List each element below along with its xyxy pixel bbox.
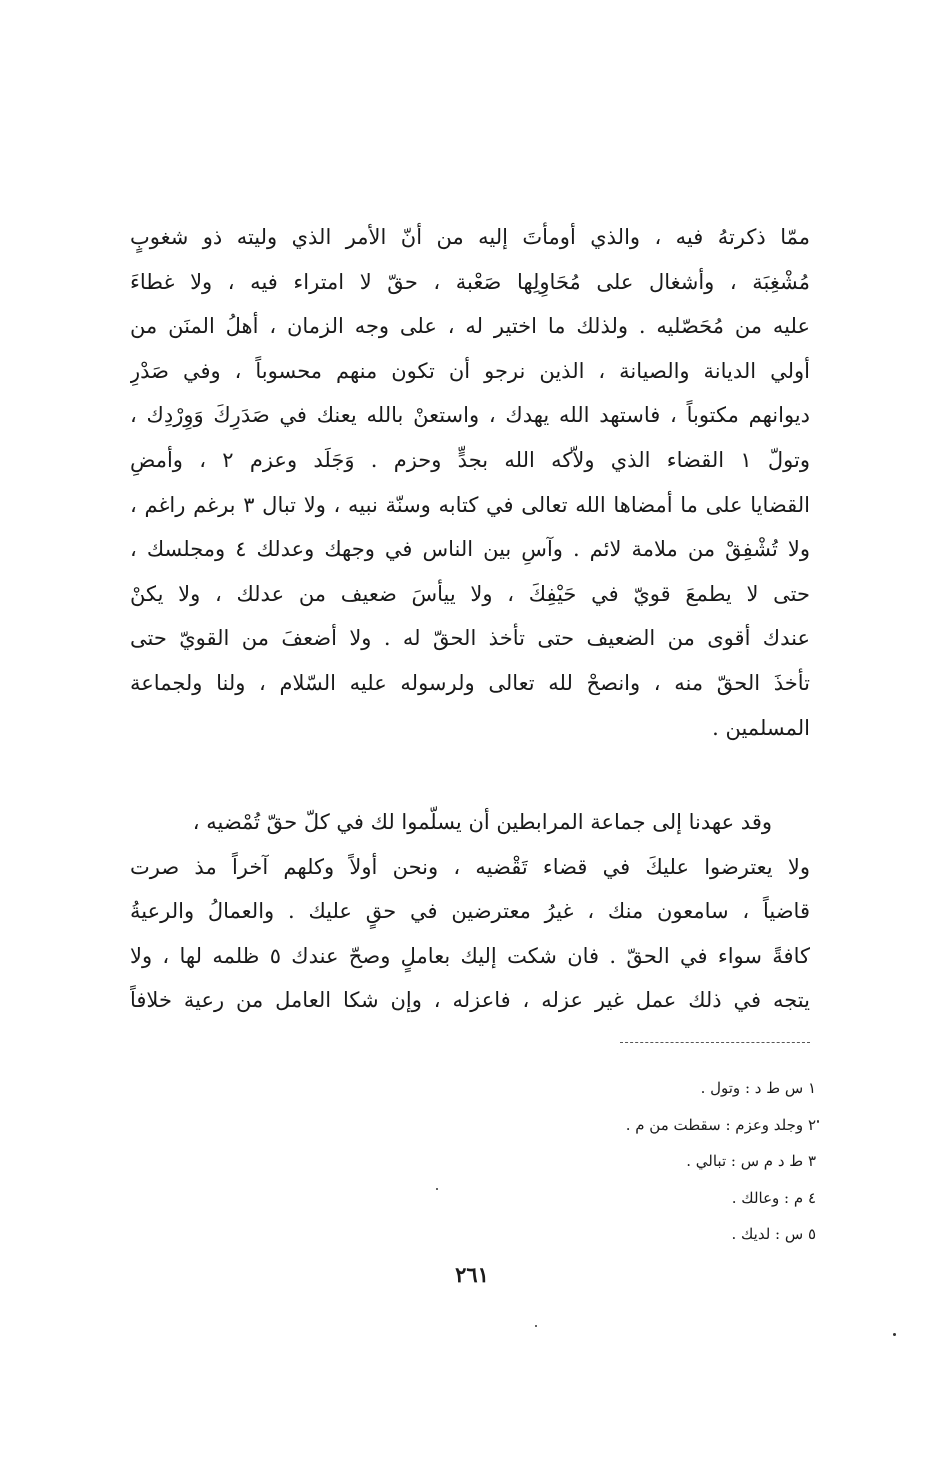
page-number: ٢٦١ — [455, 1262, 489, 1287]
text-line: تأخذَ الحقّ منه ، وانصحْ لله تعالى ولرسوله عليه السّلام ، ولنا ولجماعة — [130, 670, 810, 695]
text-line: عليه من مُحَصّليه . ولذلك ما اختير له ، على وجه الزمان ، أهلُ المنَن من — [130, 314, 810, 339]
text-line: أولي الديانة والصيانة ، الذين نرجو أن تكون منهم محسوباً ، وفي صَدْرِ — [130, 358, 810, 383]
footnote: ٣ ط د م س : تبالي . — [686, 1152, 816, 1170]
footnote: ٤ م : وعالك . — [731, 1188, 816, 1207]
text-line: ممّا ذكرتهُ فيه ، والذي أومأتَ إليه من أنّ الأمر الذي وليته ذو شغوبٍ — [130, 225, 810, 249]
text-line: وتولّ ١ القضاء الذي ولاّكه الله بجدٍّ وحزم . وَجَلَد وعزم ٢ ، وأمضِ — [130, 447, 810, 472]
text-line: ولا يعترضوا عليكَ في قضاء تَقْضيه ، ونحن أولاً وكلهم آخراً مذ صرت — [130, 854, 810, 879]
scan-speck — [893, 1333, 896, 1336]
footnotes — [416, 1070, 816, 1253]
footnote: ٢ وجلد وعزم : سقطت من م . — [625, 1115, 816, 1134]
paragraph-1 — [130, 215, 810, 750]
text-line: كافةً سواء في الحقّ . فان شكت إليك بعاملٍ وصحّ عندك ٥ ظلمه لها ، ولا — [130, 943, 810, 968]
footnote: ٥ س : لديك . — [731, 1225, 816, 1243]
text-line: القضايا على ما أمضاها الله تعالى في كتابه وسنّة نبيه ، ولا تبال ٣ برغم راغم ، — [130, 492, 810, 517]
text-line: يتجه في ذلك عمل غير عزله ، فاعزله ، وإن شكا العامل من رعية خلافاً — [130, 988, 810, 1013]
text-line: عندك أقوى من الضعيف حتى تأخذ الحقّ له . ولا أضعفَ من القويّ حتى — [130, 626, 810, 651]
footnote: ١ س ط د : وتول . — [700, 1079, 816, 1097]
text-line: ديوانهم مكتوباً ، فاستهد الله يهدك ، واستعنْ بالله يعنك في صَدَرِكَ وَوِرْدِك ، — [130, 403, 810, 428]
scan-speck — [535, 1325, 537, 1327]
scan-speck — [436, 1188, 438, 1190]
text-line: قاضياً ، سامعون منك ، غيرُ معترضين في حقٍ عليك . والعمالُ والرعيةُ — [130, 899, 810, 924]
scan-speck — [817, 1120, 819, 1123]
text-line: مُشْغِبَة ، وأشغال على مُحَاوِلِها صَعْبة ، حقّ لا امتراء فيه ، ولا غطاءَ — [130, 269, 810, 294]
paragraph-2 — [130, 800, 810, 1023]
footnote-separator — [620, 1042, 810, 1043]
text-line: وقد عهدنا إلى جماعة المرابطين أن يسلّموا لك في كلّ حقّ تُمْضيه ، — [192, 810, 772, 834]
text-line: حتى لا يطمعَ قويّ في حَيْفِكَ ، ولا ييأسَ ضعيف من عدلك ، ولا يكنْ — [130, 581, 810, 606]
text-line: المسلمين . — [712, 715, 810, 740]
text-line: ولا تُشْفِقْ من ملامة لائم . وآسِ بين الناس في وجهك وعدلك ٤ ومجلسك ، — [130, 537, 810, 562]
